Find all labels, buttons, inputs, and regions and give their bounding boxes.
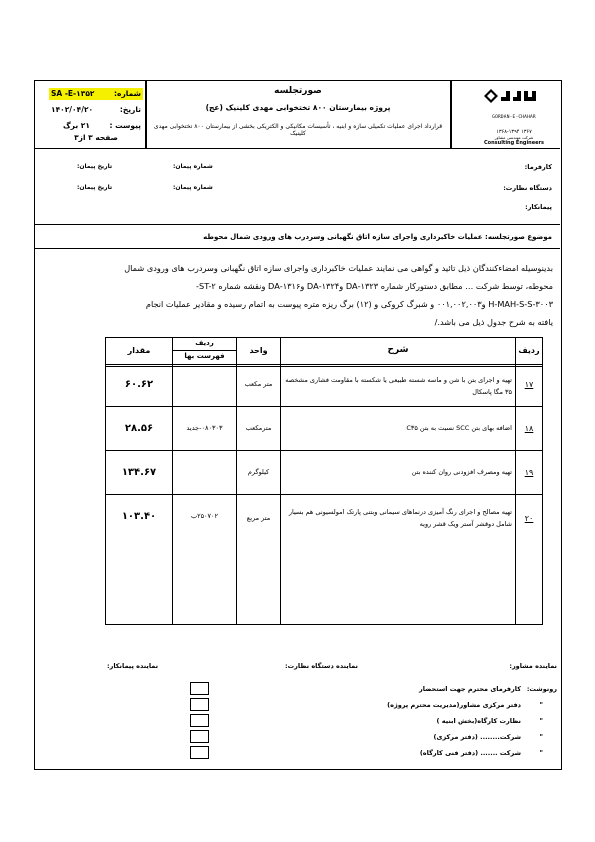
contract-number-label-1: شماره پیمان: [173, 163, 213, 170]
row-17-quantity: ۶۰.۶۲ [124, 379, 154, 390]
subject-text: عملیات خاکبرداری واجرای سازه اتاق نگهبانی وسردرب های ورودی شمال محوطه [203, 233, 483, 241]
header-unit: واحد [249, 346, 268, 355]
number-value: SA -E-۱۳۵۲ [51, 89, 95, 98]
row-18-number: ۱۸ [524, 424, 534, 433]
contractor-label: پیمانکار: [525, 203, 552, 211]
header-row: ردیف [518, 346, 540, 355]
body-line-1: بدینوسیله امضاءکنندگان ذیل تائید و گواهی می نمایند عملیات خاکبرداری واجرای سازه اتاق نگهبانی وسردرب های ورودی شمال [124, 263, 553, 273]
cc-ditto-4: " [539, 733, 543, 741]
signature-contractor: نماینده پیمانکار: [107, 662, 159, 670]
row-19-number: ۱۹ [524, 468, 534, 477]
project-name: پروژه بیمارستان ۸۰۰ تختخوابی مهدی کلینیک (عج) [205, 103, 391, 112]
row-19-unit: کیلوگرم [247, 468, 270, 476]
cc-checkbox-2[interactable] [190, 698, 209, 711]
header-description: شرح [387, 345, 409, 355]
attachment-label: پیوست : [109, 121, 141, 130]
date-label: تاریخ: [119, 105, 141, 114]
cc-ditto-3: " [539, 717, 543, 725]
cc-item-2: دفتر مرکزی مشاور(مدیریت محترم پروژه) [387, 701, 521, 709]
document-page [34, 80, 562, 770]
header-price-list-row: ردیف [195, 339, 214, 347]
subject-line [203, 233, 552, 241]
row-17-unit: متر مکعب [244, 380, 273, 388]
body-line-3: H-MAH-S-S-۳۰۰۳ و۰۰۱,۰۰۲,۰۰۳ و شبرگ کروکی و (۱۲) برگ ریزه متره پیوست به اتمام رسیده و مقادیر عملیات انجام [145, 299, 553, 309]
row-18-quantity: ۲۸.۵۶ [124, 423, 154, 434]
row-20-code: ۲۵۰۷۰۲ب [190, 512, 219, 520]
logo-subtitle: شرکت مهندسی مشاور [494, 135, 534, 140]
date-value: ۱۴۰۲/۰۴/۲۰ [51, 105, 94, 114]
cc-item-3: نظارت کارگاه(بخش ابنیه ) [436, 717, 521, 725]
row-20-unit: متر مربع [246, 514, 271, 522]
cc-label: رونوشت: [526, 685, 557, 693]
row-20-number: ۲۰ [524, 514, 534, 523]
row-19-quantity: ۱۳۴.۶۷ [121, 467, 157, 478]
logo-name: GORDAN-E-CHAHAR [492, 115, 536, 120]
row-17-description: تهیه و اجرای بتن با شن و ماسه شسته طبیعی یا شکسته با مقاومت فشاری مشخصه ۳۵ مگا پاسکال [285, 376, 512, 396]
logo-english: Consulting Engineers [484, 140, 544, 146]
row-18-unit: مترمکعب [245, 424, 272, 432]
row-19-description: تهیه ومصرف افزودنی روان کننده بتن [411, 468, 512, 476]
document-header [35, 81, 560, 149]
parties-section [35, 149, 560, 225]
row-20-description: تهیه مصالح و اجرای رنگ آمیزی درنماهای سیمانی وبتنی پارتک امولسیونی هم بسیار شامل دوقشر آستر ویک قشر رویه [288, 508, 512, 528]
signature-consultant: نماینده مشاور: [509, 662, 557, 670]
document-title: صورتجلسه [274, 86, 322, 96]
signature-supervisor: نماینده دستگاه نظارت: [285, 662, 358, 670]
number-field [49, 88, 143, 100]
contract-number-label-2: شماره پیمان: [173, 184, 213, 191]
cc-checkbox-1[interactable] [190, 682, 209, 695]
cc-item-5: شرکت ....... (دفتر فنی کارگاه) [419, 749, 521, 757]
body-paragraph [45, 259, 553, 331]
attachment-value: ۲۱ برگ [63, 121, 90, 130]
page-number: صفحه ۳ از۳ [74, 133, 118, 142]
body-line-4: یافته به شرح جدول ذیل می باشد./ [434, 317, 553, 327]
cc-checkbox-4[interactable] [190, 730, 209, 743]
supervisor-label: دستگاه نظارت: [503, 184, 552, 192]
header-quantity: مقدار [127, 346, 151, 355]
employer-label: کارفرما: [524, 163, 552, 171]
cc-checkbox-5[interactable] [190, 746, 209, 759]
number-label: شماره: [114, 89, 141, 98]
row-18-description: اضافه بهای بتن SCC نسبت به بتن C۳۵ [406, 424, 512, 432]
cc-item-4: شرکت........ (دفتر مرکزی) [433, 733, 521, 741]
contract-date-label-1: تاریخ پیمان: [77, 163, 113, 170]
row-17-number: ۱۷ [524, 380, 534, 389]
row-18-code: ۰۸۰۳۰۳-جدید [186, 424, 223, 432]
cc-item-1: کارفرمای محترم جهت استحضار [418, 685, 521, 693]
contract-description: قرارداد اجرای عملیات تکمیلی سازه و ابنیه ، تأسیسات مکانیکی و الکتریکی بخشی از بیمارستان ۸۰۰ تختخوابی مهدی کلینیک [153, 123, 443, 137]
body-line-2: محوطه، توسط شرکت … مطابق دستورکار شماره ۱۳۲۳-DA و۱۳۲۴-DA و۱۳۱۶-DA ونقشه شماره ST-۲- [196, 281, 553, 291]
logo-year: ۱۳۶۸-۱۳۹۴ ۱۳۶۷ [496, 129, 532, 135]
cc-ditto-2: " [539, 701, 543, 709]
cc-ditto-5: " [539, 749, 543, 757]
contract-date-label-2: تاریخ پیمان: [77, 184, 113, 191]
row-20-quantity: ۱۰۳.۴۰ [121, 511, 157, 522]
subject-label: موضوع صورتجلسه: [485, 233, 552, 241]
subject-section [35, 225, 560, 249]
header-price-list: فهرست بها [184, 352, 225, 360]
quantities-table [105, 337, 543, 625]
cc-checkbox-3[interactable] [190, 714, 209, 727]
